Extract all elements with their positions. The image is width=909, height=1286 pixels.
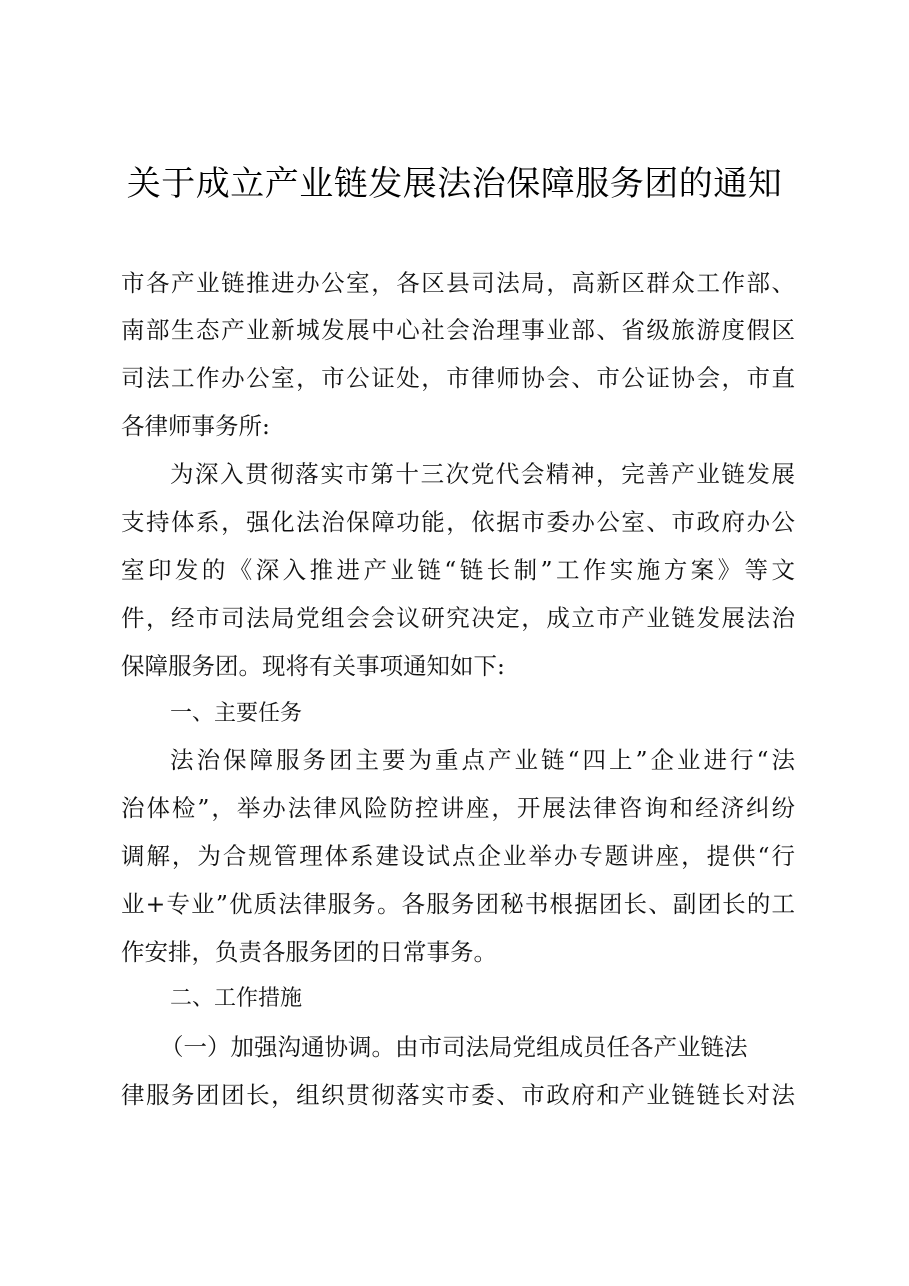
addressee-line: 各律师事务所: bbox=[121, 412, 270, 440]
subsection1-first-line bbox=[160, 1029, 748, 1065]
document-title: 关于成立产业链发展法治保障服务团的通知 bbox=[126, 164, 783, 204]
intro-line: 为深入贯彻落实市第十三次党代会精神，完善产业链发展 bbox=[170, 460, 795, 488]
section-heading: 一、主要任务 bbox=[170, 701, 303, 726]
section-heading: 二、工作措施 bbox=[170, 986, 303, 1011]
intro-line: 室印发的《深入推进产业链“链长制”工作实施方案》等文 bbox=[121, 556, 795, 584]
section1-line: 治体检”，举办法律风险防控讲座，开展法律咨询和经济纠纷 bbox=[121, 794, 795, 822]
addressee-line: 司法工作办公室，市公证处，市律师协会、市公证协会，市直 bbox=[121, 364, 795, 392]
section1-line: 作安排，负责各服务团的日常事务。 bbox=[121, 938, 497, 966]
subsection-text: 由市司法局党组成员任各产业链法 bbox=[395, 1033, 748, 1061]
subsection1-line: 律服务团团长，组织贯彻落实市委、市政府和产业链链长对法 bbox=[121, 1081, 795, 1109]
section1-line: 调解，为合规管理体系建设试点企业举办专题讲座，提供“行 bbox=[121, 842, 795, 870]
section1-line: 法治保障服务团主要为重点产业链“四上”企业进行“法 bbox=[170, 746, 795, 774]
addressee-line: 市各产业链推进办公室，各区县司法局，高新区群众工作部、 bbox=[121, 269, 795, 297]
intro-line: 保障服务团。现将有关事项通知如下: bbox=[121, 652, 505, 680]
intro-line: 支持体系，强化法治保障功能，依据市委办公室、市政府办公 bbox=[121, 508, 795, 536]
subsection-label: （一）加强沟通协调。 bbox=[160, 1033, 395, 1061]
addressee-line: 南部生态产业新城发展中心社会治理事业部、省级旅游度假区 bbox=[121, 316, 795, 344]
intro-line: 件，经市司法局党组会会议研究决定，成立市产业链发展法治 bbox=[121, 604, 795, 632]
section1-line: 业+专业”优质法律服务。各服务团秘书根据团长、副团长的工 bbox=[121, 890, 795, 918]
